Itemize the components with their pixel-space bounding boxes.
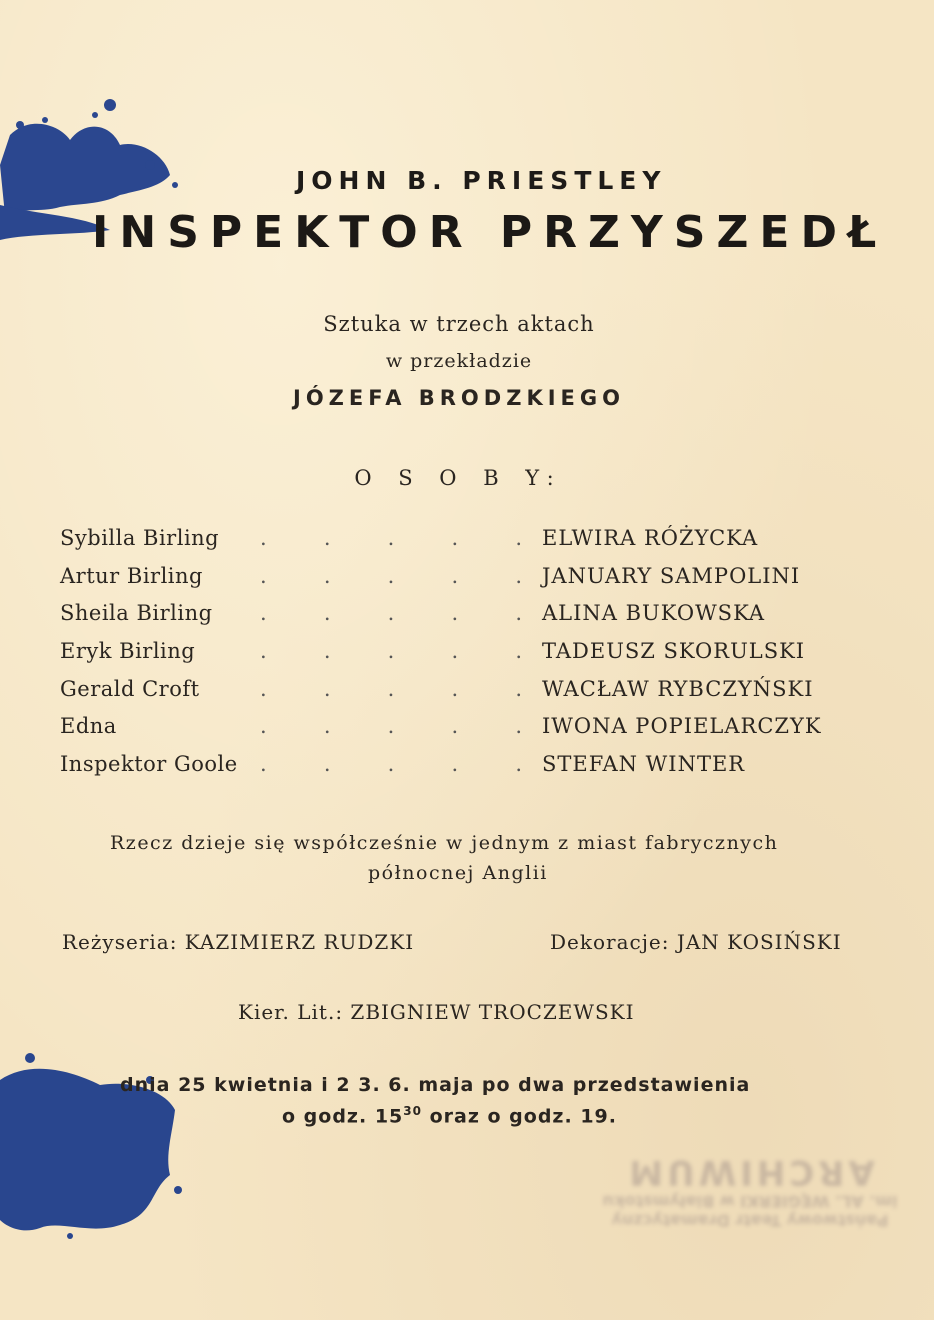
time-part-b: oraz o godz. 19. [421,1105,617,1128]
leader-dots: . . . . . [260,752,522,777]
translation-prefix: w przekładzie [385,350,533,372]
role: Sheila Birling [60,601,213,626]
leader-dots: . . . . . [260,639,522,664]
setting-line-2: północnej Anglii [368,862,548,884]
time-superscript: 30 [403,1104,422,1118]
performance-dates: dnia 25 kwietnia i 2 3. 6. maja po dwa przedstawienia [120,1074,751,1096]
cast-row [60,714,880,752]
time-part-a: o godz. 15 [282,1105,404,1128]
role: Gerald Croft [60,676,200,701]
setting-line-1: Rzecz dzieje się współcześnie w jednym z miast fabrycznych [110,832,779,854]
cast-row [60,564,880,602]
actor: IWONA POPIELARCZYK [542,714,822,739]
actor: JANUARY SAMPOLINI [542,563,801,588]
play-title: INSPEKTOR PRZYSZEDŁ [92,207,888,258]
author: JOHN B. PRIESTLEY [296,166,667,195]
actor: ALINA BUKOWSKA [542,601,766,626]
role: Sybilla Birling [60,526,220,550]
role: Eryk Birling [60,639,196,664]
subtitle: Sztuka w trzech aktach [323,312,595,336]
leader-dots: . . . . . [260,714,522,739]
role: Artur Birling [60,563,203,588]
actor: STEFAN WINTER [542,752,746,777]
role: Edna [60,714,117,739]
cast-row [60,677,880,715]
leader-dots: . . . . . [260,526,522,550]
actor: TADEUSZ SKORULSKI [542,639,806,664]
stamp-line-2: im. AL. WĘGIERKI w Białymstoku [602,1192,898,1211]
direction-credit: Reżyseria: KAZIMIERZ RUDZKI [62,930,415,954]
actor: ELWIRA RÓŻYCKA [542,526,759,550]
cast-row [60,526,880,564]
literary-credit: Kier. Lit.: ZBIGNIEW TROCZEWSKI [238,1000,635,1024]
cast-row [60,752,880,790]
performance-times [282,1104,617,1127]
cast-heading: O S O B Y: [354,466,564,490]
decoration-credit: Dekoracje: JAN KOSIŃSKI [550,930,842,954]
cast-row [60,639,880,677]
leader-dots: . . . . . [260,601,522,626]
stamp-line-1: Państwowy Teatr Dramatyczny [611,1211,889,1230]
cast-row [60,601,880,639]
role: Inspektor Goole [60,752,238,777]
translator: JÓZEFA BRODZKIEGO [293,386,625,410]
actor: WACŁAW RYBCZYŃSKI [542,676,814,701]
leader-dots: . . . . . [260,563,522,588]
stamp-line-3: ARCHIWUM [625,1152,875,1192]
cast-list [60,526,880,790]
leader-dots: . . . . . [260,676,522,701]
stamp-ghost [600,1110,900,1230]
